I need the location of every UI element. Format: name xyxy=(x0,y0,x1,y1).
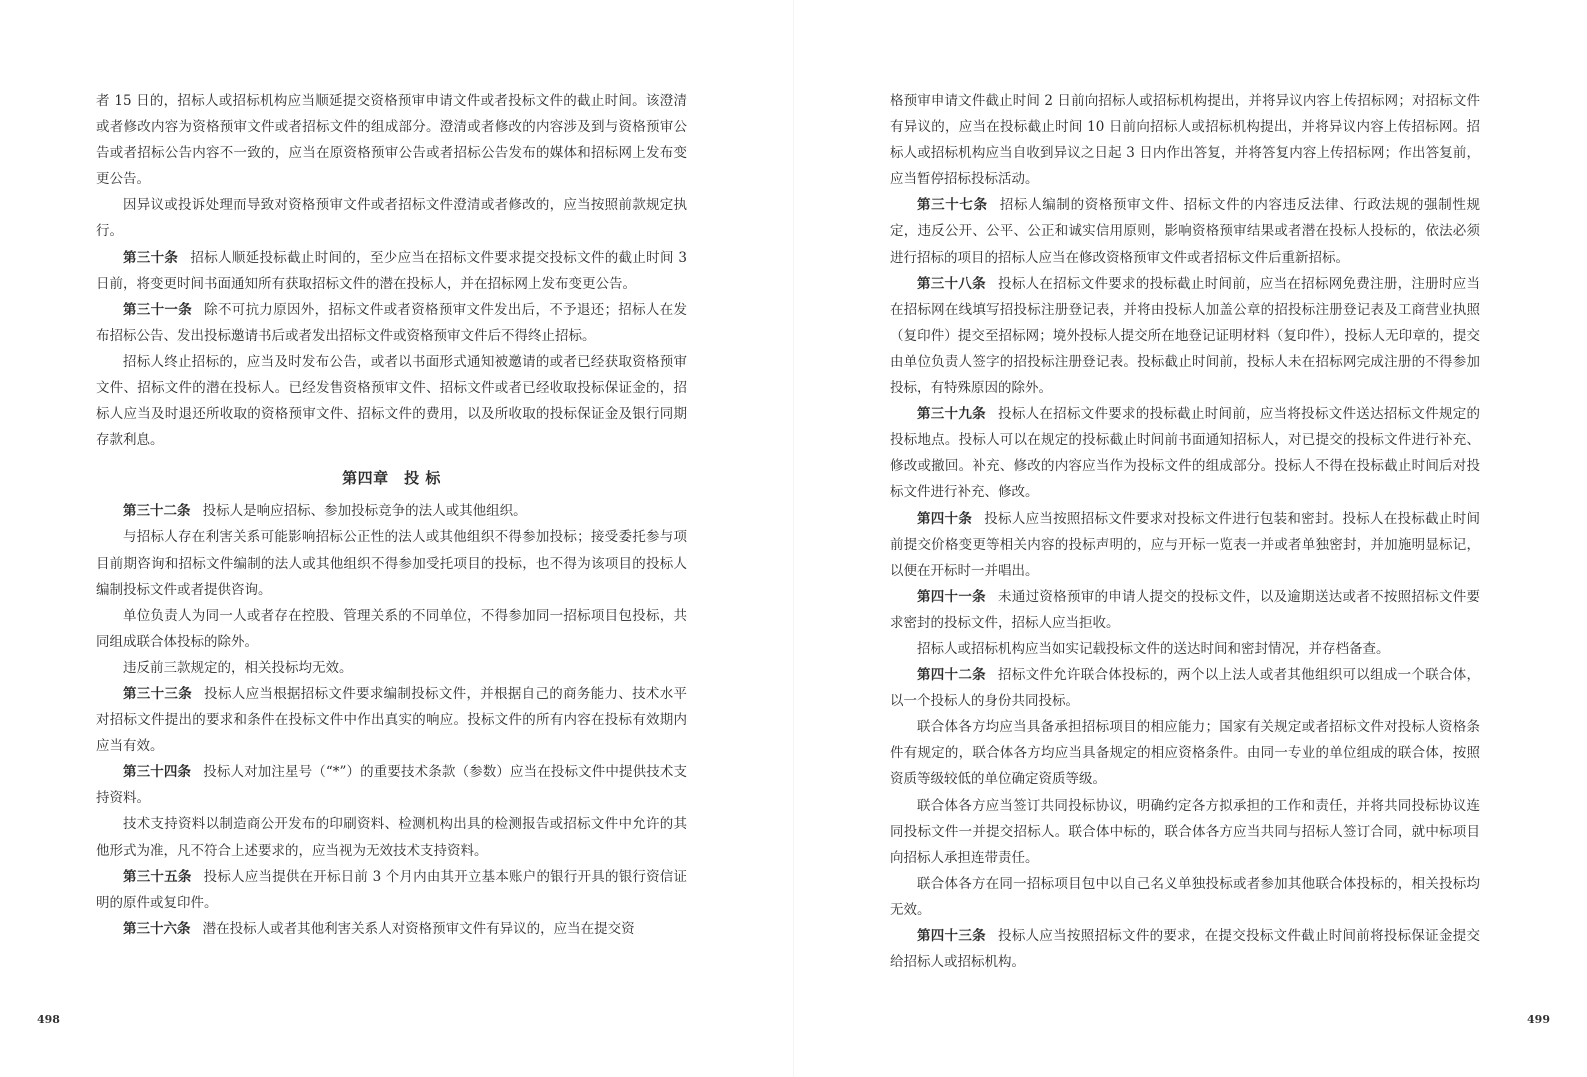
article-40 xyxy=(890,506,1480,584)
article-number: 第四十二条 xyxy=(917,667,986,684)
article-number: 第三十九条 xyxy=(917,406,986,423)
article-number: 第四十一条 xyxy=(917,588,986,605)
left-page-body xyxy=(96,88,687,942)
article-text: 投标人应当按照招标文件的要求，在提交投标文件截止时间前将投标保证金提交给招标人或招标机构。 xyxy=(890,928,1481,971)
article-41 xyxy=(890,584,1480,636)
article-text: 投标人应当按照招标文件要求对投标文件进行包装和密封。投标人在投标截止时间前提交价格变更等相关内容的投标声明的，应与开标一览表一并或者单独密封，并加施明显标记，以便在开标时一并唱出。 xyxy=(890,510,1481,579)
article-number: 第三十三条 xyxy=(123,685,193,702)
paragraph-consortium-capability: 联合体各方均应当具备承担招标项目的相应能力；国家有关规定或者招标文件对投标人资格条件有规定的，联合体各方均应当具备规定的相应资格条件。由同一专业的单位组成的联合体，按照资质等级较低的单位确定资质等级。 xyxy=(890,719,1480,788)
article-text: 未通过资格预审的申请人提交的投标文件，以及逾期送达或者不按照招标文件要求密封的投标文件，招标人应当拒收。 xyxy=(890,588,1481,631)
article-text: 招标人顺延投标截止时间的，至少应当在招标文件要求提交投标文件的截止时间 3 日前，将变更时间书面通知所有获取招标文件的潜在投标人，并在招标网上发布变更公告。 xyxy=(96,249,687,292)
paragraph-violation: 违反前三款规定的，相关投标均无效。 xyxy=(123,659,353,676)
article-text: 招标人编制的资格预审文件、招标文件的内容违反法律、行政法规的强制性规定，违反公开、公平、公正和诚实信用原则，影响资格预审结果或者潜在投标人投标的，依法必须进行招标的项目的招标人应当在修改资格预审文件或者招标文件后重新招标。 xyxy=(890,197,1481,266)
article-text: 潜在投标人或者其他利害关系人对资格预审文件有异议的，应当在提交资 xyxy=(202,920,635,937)
page-number-left: 498 xyxy=(37,1013,60,1026)
article-37 xyxy=(890,192,1480,270)
paragraph-continued: 者 15 日的，招标人或招标机构应当顺延提交资格预审申请文件或者投标文件的截止时间。该澄清或者修改内容为资格预审文件或者招标文件的组成部分。澄清或者修改的内容涉及到与资格预审公告或者招标公告内容不一致的，应当在原资格预审公告或者招标公告发布的媒体和招标网上发布变更公告。 xyxy=(96,93,687,188)
paragraph-same-responsible-person: 单位负责人为同一人或者存在控股、管理关系的不同单位，不得参加同一招标项目包投标，共同组成联合体投标的除外。 xyxy=(96,607,687,650)
article-36 xyxy=(96,916,687,942)
article-text: 招标文件允许联合体投标的，两个以上法人或者其他组织可以组成一个联合体，以一个投标人的身份共同投标。 xyxy=(890,667,1481,710)
paragraph-technical-support: 技术支持资料以制造商公开发布的印刷资料、检测机构出具的检测报告或招标文件中允许的其他形式为准，凡不符合上述要求的，应当视为无效技术支持资料。 xyxy=(96,816,687,859)
right-page xyxy=(794,0,1587,1077)
article-38 xyxy=(890,271,1480,401)
article-text: 投标人对加注星号（“*”）的重要技术条款（参数）应当在投标文件中提供技术支持资料。 xyxy=(96,764,687,807)
article-number: 第三十五条 xyxy=(123,868,192,885)
article-text: 投标人在招标文件要求的投标截止时间前，应当在招标网免费注册，注册时应当在招标网在线填写招投标注册登记表，并将由投标人加盖公章的招投标注册登记表及工商营业执照（复印件）提交至招标网；境外投标人提交所在地登记证明材料（复印件），投标人无印章的，提交由单位负责人签字的招投标注册登记表。投标截止时间前，投标人未在招标网完成注册的不得参加投标，有特殊原因的除外。 xyxy=(890,275,1481,397)
article-text: 投标人应当提供在开标日前 3 个月内由其开立基本账户的银行开具的银行资信证明的原件或复印件。 xyxy=(96,868,688,911)
article-35 xyxy=(96,864,687,916)
left-page xyxy=(0,0,793,1077)
article-34 xyxy=(96,759,687,811)
article-number: 第三十二条 xyxy=(123,503,191,520)
article-30 xyxy=(96,245,687,297)
page-number-right: 499 xyxy=(1527,1013,1550,1026)
article-number: 第四十条 xyxy=(917,510,973,527)
right-page-body xyxy=(890,88,1480,975)
article-33 xyxy=(96,681,687,759)
paragraph-consortium-invalid: 联合体各方在同一招标项目包中以自己名义单独投标或者参加其他联合体投标的，相关投标均无效。 xyxy=(890,875,1480,918)
article-text: 投标人在招标文件要求的投标截止时间前，应当将投标文件送达招标文件规定的投标地点。投标人可以在规定的投标截止时间前书面通知招标人，对已提交的投标文件进行补充、修改或撤回。补充、修改的内容应当作为投标文件的组成部分。投标人不得在投标截止时间后对投标文件进行补充、修改。 xyxy=(890,406,1481,501)
article-text: 投标人是响应招标、参加投标竞争的法人或其他组织。 xyxy=(202,503,527,520)
paragraph-termination: 招标人终止招标的，应当及时发布公告，或者以书面形式通知被邀请的或者已经获取资格预审文件、招标文件的潜在投标人。已经发售资格预审文件、招标文件或者已经收取投标保证金的，招标人应当及时退还所收取的资格预审文件、招标文件的费用，以及所收取的投标保证金及银行同期存款利息。 xyxy=(96,353,687,449)
article-39 xyxy=(890,401,1480,505)
chapter-title: 第四章 投 标 xyxy=(342,469,441,488)
paragraph-objection-clarification: 因异议或投诉处理而导致对资格预审文件或者招标文件澄清或者修改的，应当按照前款规定执行。 xyxy=(96,197,687,240)
article-31 xyxy=(96,297,687,349)
article-42 xyxy=(890,662,1480,714)
article-32 xyxy=(96,498,687,524)
article-number: 第三十八条 xyxy=(917,275,986,292)
paragraph-conflict-of-interest: 与招标人存在利害关系可能影响招标公正性的法人或其他组织不得参加投标；接受委托参与项目前期咨询和招标文件编制的法人或其他组织不得参加受托项目的投标，也不得为该项目的投标人编制投标文件或者提供咨询。 xyxy=(96,529,687,598)
article-text: 投标人应当根据招标文件要求编制投标文件，并根据自己的商务能力、技术水平对招标文件提出的要求和条件在投标文件中作出真实的响应。投标文件的所有内容在投标有效期内应当有效。 xyxy=(96,685,688,755)
paragraph-continued: 格预审申请文件截止时间 2 日前向招标人或招标机构提出，并将异议内容上传招标网；对招标文件有异议的，应当在投标截止时间 10 日前向招标人或招标机构提出，并将异议内容上传招标网。招标人或招标机构应当自收到异议之日起 3 日内作出答复，并将答复内容上传招标网；作出答复前，应当暂停招标投标活动。 xyxy=(890,93,1480,188)
article-number: 第四十三条 xyxy=(917,928,986,944)
article-number: 第三十七条 xyxy=(917,197,988,214)
article-text: 除不可抗力原因外，招标文件或者资格预审文件发出后，不予退还；招标人在发布招标公告、发出投标邀请书后或者发出招标文件或资格预审文件后不得终止招标。 xyxy=(96,301,688,344)
paragraph-record-keeping: 招标人或招标机构应当如实记载投标文件的送达时间和密封情况，并存档备查。 xyxy=(917,640,1390,657)
article-43 xyxy=(890,923,1480,975)
article-number: 第三十六条 xyxy=(123,920,191,937)
article-number: 第三十四条 xyxy=(123,764,192,781)
article-number: 第三十一条 xyxy=(123,301,193,318)
article-number: 第三十条 xyxy=(123,249,179,266)
paragraph-consortium-agreement: 联合体各方应当签订共同投标协议，明确约定各方拟承担的工作和责任，并将共同投标协议连同投标文件一并提交招标人。联合体中标的，联合体各方应当共同与招标人签订合同，就中标项目向招标人承担连带责任。 xyxy=(890,797,1480,866)
